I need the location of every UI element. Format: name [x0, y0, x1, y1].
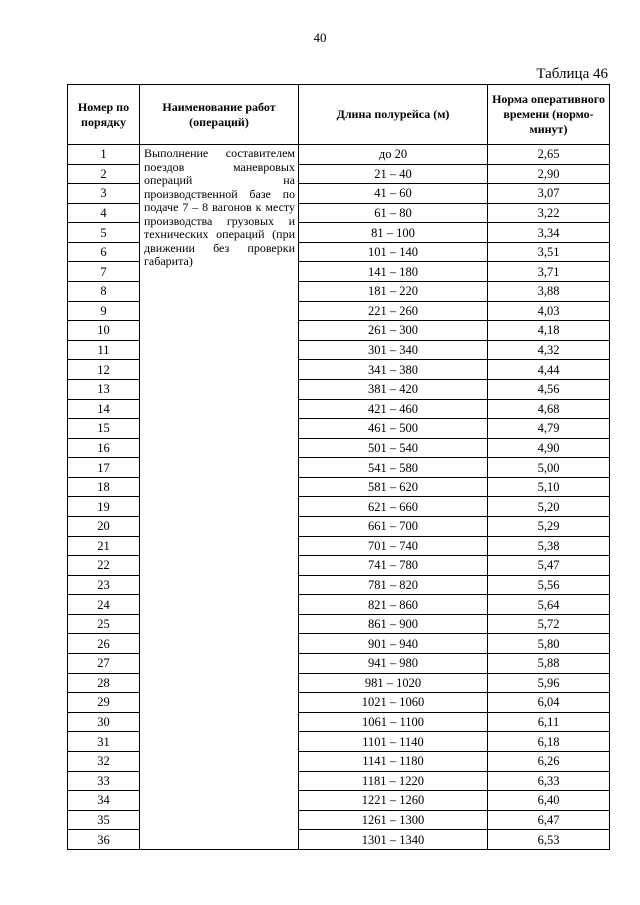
time-norm-cell: 2,65: [488, 145, 610, 165]
header-operation-name: Наименование работ (операций): [140, 85, 299, 145]
half-run-length-cell: 981 – 1020: [299, 673, 488, 693]
time-norm-cell: 5,47: [488, 556, 610, 576]
time-norm-cell: 5,10: [488, 477, 610, 497]
time-norm-cell: 6,53: [488, 830, 610, 850]
table-row: [68, 145, 610, 165]
half-run-length-cell: 1261 – 1300: [299, 810, 488, 830]
half-run-length-cell: 261 – 300: [299, 321, 488, 341]
row-number-cell: 34: [68, 791, 140, 811]
half-run-length-cell: 621 – 660: [299, 497, 488, 517]
table-caption: Таблица 46: [536, 66, 608, 82]
header-number: Номер по порядку: [68, 85, 140, 145]
time-norm-cell: 4,18: [488, 321, 610, 341]
half-run-length-cell: 541 – 580: [299, 458, 488, 478]
row-number-cell: 1: [68, 145, 140, 165]
row-number-cell: 35: [68, 810, 140, 830]
header-half-run-length: Длина полурейса (м): [299, 85, 488, 145]
page-number: 40: [313, 30, 327, 45]
row-number-cell: 3: [68, 184, 140, 204]
time-norm-cell: 3,34: [488, 223, 610, 243]
row-number-cell: 13: [68, 379, 140, 399]
time-norm-cell: 6,26: [488, 751, 610, 771]
time-norm-cell: 6,04: [488, 693, 610, 713]
time-norm-cell: 6,40: [488, 791, 610, 811]
row-number-cell: 23: [68, 575, 140, 595]
half-run-length-cell: 1301 – 1340: [299, 830, 488, 850]
time-norm-cell: 5,20: [488, 497, 610, 517]
half-run-length-cell: 61 – 80: [299, 203, 488, 223]
half-run-length-cell: 1181 – 1220: [299, 771, 488, 791]
half-run-length-cell: 1101 – 1140: [299, 732, 488, 752]
row-number-cell: 4: [68, 203, 140, 223]
time-norm-cell: 5,96: [488, 673, 610, 693]
time-norm-cell: 5,29: [488, 516, 610, 536]
time-norm-cell: 4,03: [488, 301, 610, 321]
row-number-cell: 14: [68, 399, 140, 419]
time-norm-cell: 4,68: [488, 399, 610, 419]
row-number-cell: 10: [68, 321, 140, 341]
row-number-cell: 21: [68, 536, 140, 556]
half-run-length-cell: 461 – 500: [299, 419, 488, 439]
time-norm-cell: 5,64: [488, 595, 610, 615]
half-run-length-cell: 421 – 460: [299, 399, 488, 419]
half-run-length-cell: 821 – 860: [299, 595, 488, 615]
row-number-cell: 20: [68, 516, 140, 536]
half-run-length-cell: 381 – 420: [299, 379, 488, 399]
half-run-length-cell: до 20: [299, 145, 488, 165]
row-number-cell: 17: [68, 458, 140, 478]
row-number-cell: 22: [68, 556, 140, 576]
time-norm-cell: 5,56: [488, 575, 610, 595]
time-norm-cell: 5,00: [488, 458, 610, 478]
half-run-length-cell: 781 – 820: [299, 575, 488, 595]
table-header-row: [68, 85, 610, 145]
table-body: [68, 145, 610, 850]
time-norm-cell: 2,90: [488, 164, 610, 184]
time-norm-cell: 4,79: [488, 419, 610, 439]
row-number-cell: 25: [68, 614, 140, 634]
time-norm-cell: 3,07: [488, 184, 610, 204]
row-number-cell: 15: [68, 419, 140, 439]
time-norm-cell: 4,44: [488, 360, 610, 380]
half-run-length-cell: 501 – 540: [299, 438, 488, 458]
half-run-length-cell: 1021 – 1060: [299, 693, 488, 713]
time-norm-cell: 6,47: [488, 810, 610, 830]
half-run-length-cell: 1221 – 1260: [299, 791, 488, 811]
header-time-norm: Норма оперативного времени (нормо-минут): [488, 85, 610, 145]
time-norm-cell: 6,18: [488, 732, 610, 752]
time-norm-cell: 3,51: [488, 242, 610, 262]
half-run-length-cell: 941 – 980: [299, 654, 488, 674]
half-run-length-cell: 21 – 40: [299, 164, 488, 184]
half-run-length-cell: 901 – 940: [299, 634, 488, 654]
time-norm-cell: 3,22: [488, 203, 610, 223]
row-number-cell: 5: [68, 223, 140, 243]
half-run-length-cell: 141 – 180: [299, 262, 488, 282]
row-number-cell: 36: [68, 830, 140, 850]
time-norm-cell: 5,80: [488, 634, 610, 654]
half-run-length-cell: 741 – 780: [299, 556, 488, 576]
row-number-cell: 7: [68, 262, 140, 282]
row-number-cell: 26: [68, 634, 140, 654]
row-number-cell: 16: [68, 438, 140, 458]
operation-name-cell: Выполнение составителем поездов маневровых операций на производственной базе по подаче 7 – 8 вагонов к месту производства грузовых и технических операций (при движении без проверки габарита): [140, 145, 299, 850]
time-norm-cell: 5,72: [488, 614, 610, 634]
time-norm-cell: 4,90: [488, 438, 610, 458]
half-run-length-cell: 861 – 900: [299, 614, 488, 634]
half-run-length-cell: 221 – 260: [299, 301, 488, 321]
row-number-cell: 2: [68, 164, 140, 184]
time-norm-cell: 6,11: [488, 712, 610, 732]
row-number-cell: 12: [68, 360, 140, 380]
row-number-cell: 6: [68, 242, 140, 262]
half-run-length-cell: 701 – 740: [299, 536, 488, 556]
row-number-cell: 9: [68, 301, 140, 321]
half-run-length-cell: 581 – 620: [299, 477, 488, 497]
row-number-cell: 18: [68, 477, 140, 497]
time-norm-cell: 4,56: [488, 379, 610, 399]
row-number-cell: 31: [68, 732, 140, 752]
row-number-cell: 32: [68, 751, 140, 771]
half-run-length-cell: 301 – 340: [299, 340, 488, 360]
norm-table: [67, 84, 610, 850]
row-number-cell: 11: [68, 340, 140, 360]
row-number-cell: 30: [68, 712, 140, 732]
half-run-length-cell: 1141 – 1180: [299, 751, 488, 771]
row-number-cell: 27: [68, 654, 140, 674]
half-run-length-cell: 101 – 140: [299, 242, 488, 262]
half-run-length-cell: 661 – 700: [299, 516, 488, 536]
time-norm-cell: 6,33: [488, 771, 610, 791]
time-norm-cell: 5,88: [488, 654, 610, 674]
half-run-length-cell: 1061 – 1100: [299, 712, 488, 732]
time-norm-cell: 5,38: [488, 536, 610, 556]
half-run-length-cell: 81 – 100: [299, 223, 488, 243]
time-norm-cell: 4,32: [488, 340, 610, 360]
time-norm-cell: 3,88: [488, 282, 610, 302]
half-run-length-cell: 181 – 220: [299, 282, 488, 302]
row-number-cell: 28: [68, 673, 140, 693]
row-number-cell: 8: [68, 282, 140, 302]
row-number-cell: 19: [68, 497, 140, 517]
row-number-cell: 33: [68, 771, 140, 791]
half-run-length-cell: 341 – 380: [299, 360, 488, 380]
row-number-cell: 29: [68, 693, 140, 713]
row-number-cell: 24: [68, 595, 140, 615]
time-norm-cell: 3,71: [488, 262, 610, 282]
half-run-length-cell: 41 – 60: [299, 184, 488, 204]
